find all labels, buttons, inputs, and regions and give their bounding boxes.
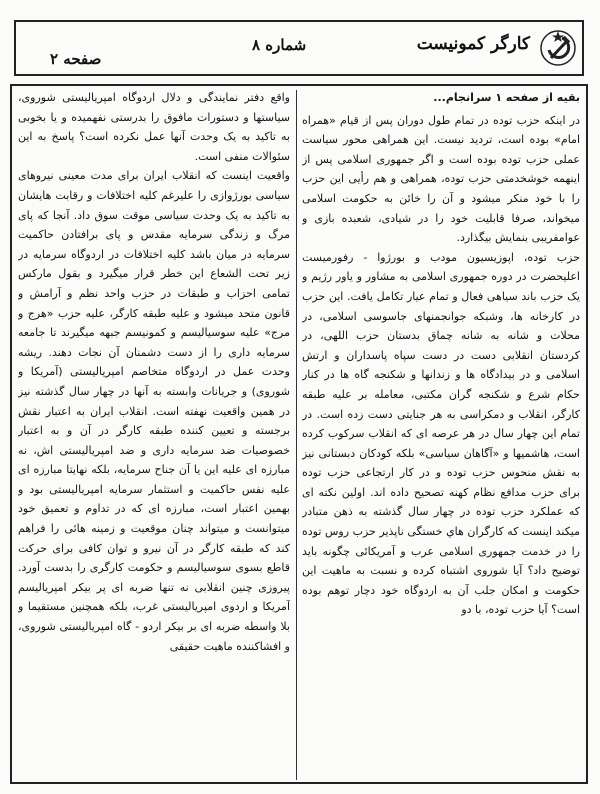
hammer-sickle-star-icon — [538, 28, 578, 68]
masthead-title: کارگر کمونیست — [416, 34, 530, 54]
article-paragraph: واقع دفتر نمایندگی و دلال اردوگاه امپریالیستی شوروی، سیاستها و دستورات مافوق را بدرستی نفهمیده و یا بخوبی به تاکید به یک وحدت آنها عمل نکرده است؟ پاسخ به این سئوالات منفی است. — [18, 91, 290, 163]
masthead-box — [14, 20, 584, 76]
article-paragraph: در اینکه حزب توده در تمام طول دوران پس از قیام «همراه امام» بوده است، تردید نیست. این همراهی محور سیاست عملی حزب توده بوده است و اگر جمهوری اسلامی پس از اینهمه خوشخدمتی حزب توده، همراهی و هم رأیی این حزب را با خود منکر میشود و آن را خائن به حکومت اسلامی میخواند، صرفا قابلیت خود را در شیادی، شعبده بازی و عوامفریبی بنمایش بیگذارد. — [302, 113, 580, 245]
article-paragraph: حزب توده، اپوزیسیون مودب و بورژوا - رفورمیست اعلیحضرت در دوره جمهوری اسلامی به مشاور و یاور رژیم و یک حزب باند سیاهی فعال و تمام عیار تکامل یافت. این حزب در کارخانه ها، وشبکه جوانجمنهای جاسوسی اسلامی، در محلات و شانه به شانه چماق بدستان حزب اللهی، در کردستان انقلابی دست در دست سپاه پاسداران و ارتش اسلامی و در بیدادگاه ها و زندانها و شکنجه گاه ها در کنار حکام شرع و شکنجه گران مکتبی، معامله بر علیه طبقه کارگر، انقلاب و دمکراسی به هر جنایتی دست زده است. در تمام این چهار سال در هر عرصه ای که انقلاب سرکوب کرده است، هاشمیها و «آگاهان سیاسی» بلکه کودکان دبستانی نیز به نقش منحوس حزب توده و در کار ارتجاعی حزب توده برای حزب مدافع نظام کهنه تصحیح داده اند. اولین نکته ای که عملکرد حزب توده در چهار سال گذشته به ذهن متبادر میکند اینست که کارگران هاي خستگی ناپذیر حزب روس توده را در خدمت جمهوری اسلامی عرب و آمریکائی چگونه باید توضیح داد؟ آیا شوروی اشتباه کرده و نسبت به ماهیت این حکومت و امکان جلب آن به اردوگاه خود دچار توهم بوده است؟ آیا حزب توده، با دو — [302, 250, 580, 617]
article-paragraph: واقعیت اینست که انقلاب ایران برای مدت معینی نیروهای سیاسی بورژوازی را علیرغم کلیه اختلافات و رقابت هایشان به تاکید به یک وحدت سیاسی موقت سوق داد. آنجا که پای مرگ و زندگی سرمایه مقدس و پای برافتادن حاکمیت سرمایه در میان باشد کلیه اختلافات در اردوگاه سرمایه در زیر تحت الشعاع این خطر قرار میگیرد و بقول مارکس تمامی احزاب و طبقات در حزب واحد نظم و آرامش و قانون متحد میشود و علیه طبقه کارگر، علیه حزب «هرج و مرج» علیه سوسیالیسم و کمونیسم جبهه میگیرند تا جامعه سرمایه داری را از دست دشمنان آن نجات دهند. ریشه وحدت عمل در اردوگاه متخاصم امپریالیستی (آمریکا و شوروی) و جریانات وابسته به آنها در چهار سال گذشته نیز در همین واقعیت نهفته است. انقلاب ایران به اعتبار نقش برجسته و تعیین کننده طبقه کارگر در آن و به اعتبار خصوصیات ضد سرمایه داری و ضد امپریالیستی اش، نه مبارزه ای علیه این یا آن جناح سرمایه، بلکه نهایتا مبارزه ای علیه نفس حاکمیت و استثمار سرمایه امپریالیستی بود و بهمین اعتبار است، مبارزه ای که در تداوم و تعمیق خود میتوانست و میتواند چنان موقعیت و زمینه هائی را فراهم کند که طبقه کارگر در آن نیرو و توان کافی برای حرکت قاطع بسوی سوسیالیسم و حکومت کارگری را بدست آورد. پیروزی چنین انقلابی نه تنها ضربه ای پر بیکر امپریالیسم آمریکا و اردوی امپریالیستی غرب، بلکه همچنین مستقیما و بلا واسطه ضربه ای بر بیکر اردو - گاه امپریالیستی شوروی، و افشاکننده ماهیت حقیقی — [18, 169, 290, 653]
column-divider — [296, 90, 297, 780]
continuation-heading: بقیه از صفحه ۱ سرانجام... — [433, 91, 580, 104]
issue-number: شماره ۸ — [252, 36, 307, 54]
right-column — [302, 88, 580, 778]
page-number: صفحه ۲ — [50, 50, 102, 68]
left-column — [18, 88, 290, 778]
